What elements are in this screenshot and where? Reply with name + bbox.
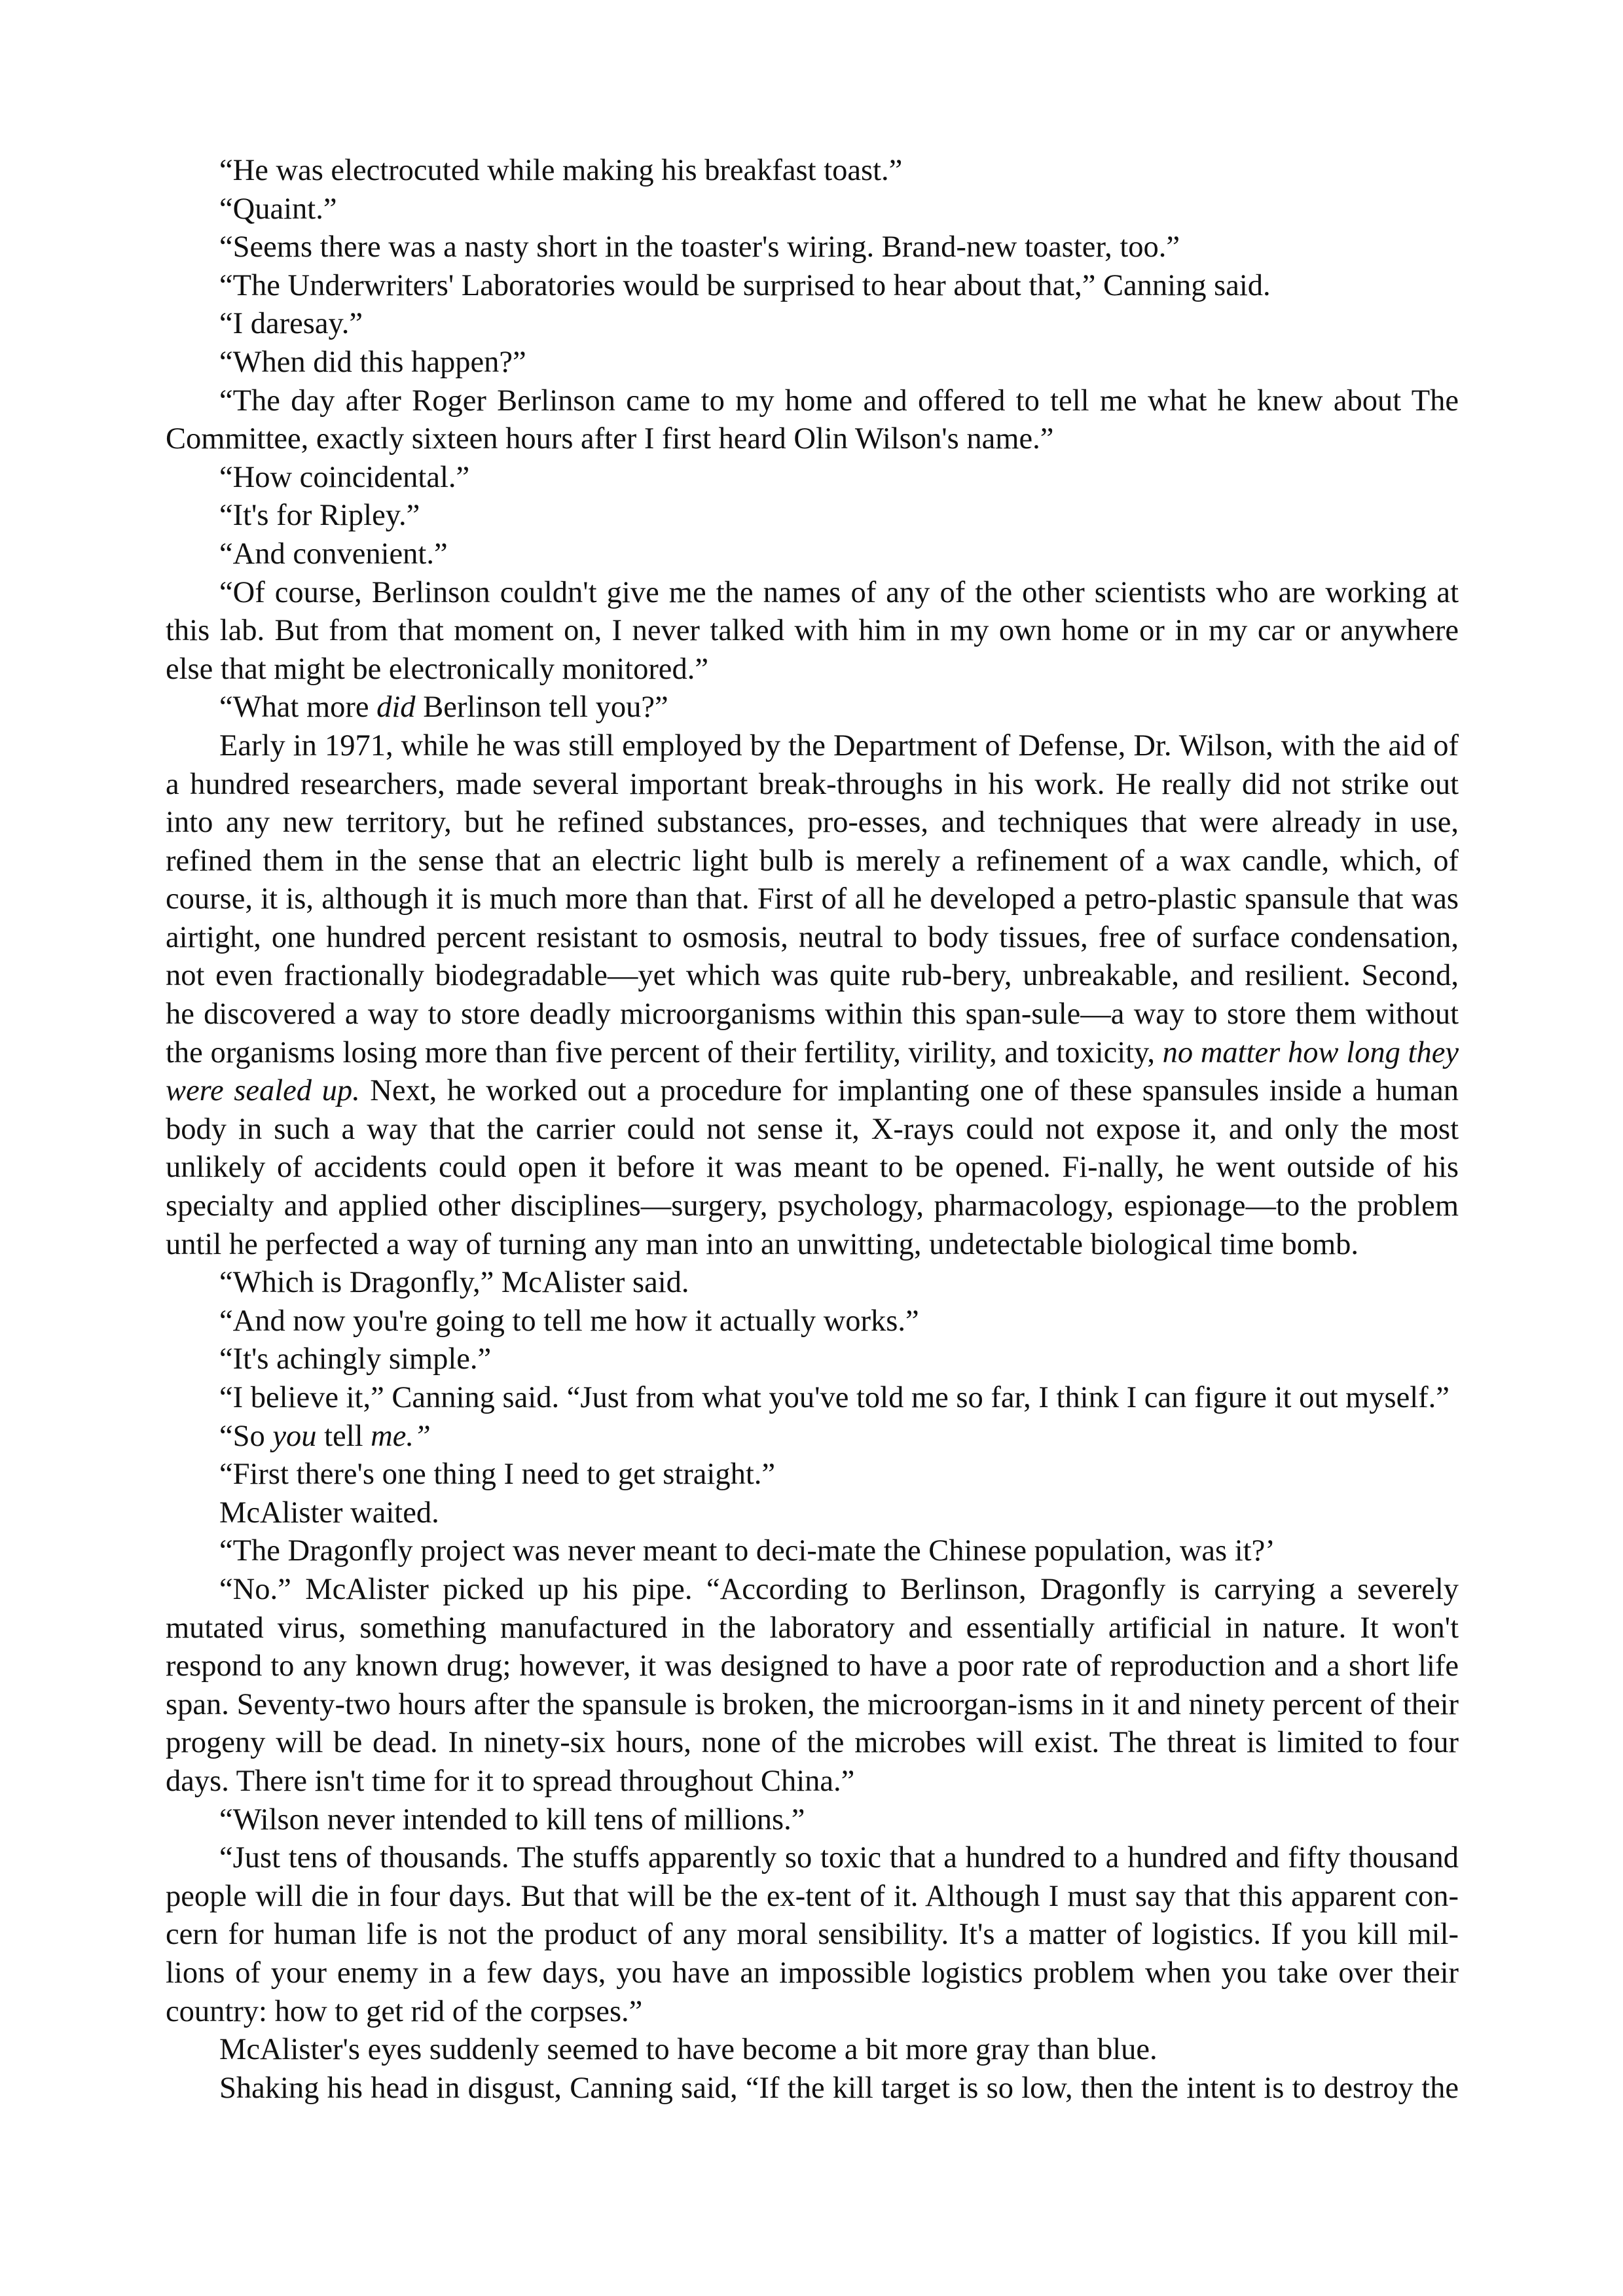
paragraph-5: “I daresay.” <box>219 307 363 341</box>
paragraph-6: “When did this happen?” <box>219 345 526 379</box>
paragraph-2: “Quaint.” <box>219 192 337 226</box>
paragraph-11: “Of course, Berlinson couldn't give me the names of any of the other scientists who are working at this lab. But from that moment on, I never talked with him in my own home or in my car or anywhere else that might be electronically monitored.” <box>166 575 1459 686</box>
paragraph-8: “How coincidental.” <box>219 460 470 494</box>
paragraph-19: “First there's one thing I need to get straight.” <box>219 1458 776 1492</box>
paragraph-16: “It's achingly simple.” <box>219 1342 492 1376</box>
paragraph-18-emphasis-me: me.” <box>371 1419 431 1453</box>
paragraph-18-emphasis-you: you <box>272 1419 317 1453</box>
paragraph-13 <box>166 727 1459 1264</box>
paragraph-20: McAlister waited. <box>219 1496 439 1530</box>
paragraph-18-part-a: “So <box>219 1419 273 1453</box>
paragraph-7: “The day after Roger Berlinson came to my home and offered to tell me what he knew about The Committee, exactly sixteen hours after I first heard Olin Wilson's name.” <box>166 384 1459 456</box>
body-text <box>166 152 1459 2108</box>
paragraph-23: “Wilson never intended to kill tens of millions.” <box>219 1803 805 1837</box>
paragraph-18-part-c: tell <box>316 1419 371 1453</box>
paragraph-18 <box>166 1418 1459 1456</box>
paragraph-21: “The Dragonfly project was never meant to deci-mate the Chinese population, was it?’ <box>219 1534 1275 1568</box>
paragraph-25: McAlister's eyes suddenly seemed to have become a bit more gray than blue. <box>219 2033 1158 2067</box>
paragraph-17: “I believe it,” Canning said. “Just from what you've told me so far, I think I can figure it out myself.” <box>219 1381 1450 1414</box>
paragraph-4: “The Underwriters' Laboratories would be surprised to hear about that,” Canning said. <box>219 268 1271 302</box>
paragraph-1: “He was electrocuted while making his breakfast toast.” <box>219 154 903 187</box>
paragraph-13-part-a: Early in 1971, while he was still employed by the Department of Defense, Dr. Wilson, with the aid of a hundred researchers, made several important break-throughs in his work. He really did not strike out into any new territory, but he refined substances, pro-esses, and techniques that were already in use, refined them in the sense that an electric light bulb is merely a refinement of a wax candle, which, of course, it is, although it is much more than that. First of all he developed a petro-plastic spansule that was airtight, one hundred percent resistant to osmosis, neutral to body tissues, free of surface condensation, not even fractionally biodegradable—yet which was quite rub-bery, unbreakable, and resilient. Second, he discovered a way to store deadly microorganisms within this span-sule—a way to store them without the organisms losing more than five percent of their fertility, virility, and toxicity, <box>166 728 1459 1069</box>
paragraph-3: “Seems there was a nasty short in the toaster's wiring. Brand-new toaster, too.” <box>219 230 1180 264</box>
paragraph-9: “It's for Ripley.” <box>219 499 420 533</box>
paragraph-12-part-c: Berlinson tell you?” <box>415 691 668 725</box>
paragraph-13-part-c: Next, he worked out a procedure for implanting one of these spansules inside a human body in such a way that the carrier could not sense it, X-rays could not expose it, and only the most unlikely of accidents could open it before it was meant to be opened. Fi-nally, he went outside of his specialty and applied other disciplines—surgery, psychology, pharmacology, espionage—to the problem until he perfected a way of turning any man into an unwitting, undetectable biological time bomb. <box>166 1074 1459 1261</box>
paragraph-26: Shaking his head in disgust, Canning said, “If the kill target is so low, then the intent is to destroy the <box>219 2071 1459 2105</box>
paragraph-12-part-a: “What more <box>219 691 377 725</box>
paragraph-14: “Which is Dragonfly,” McAlister said. <box>219 1266 689 1300</box>
paragraph-12 <box>166 689 1459 727</box>
paragraph-10: “And convenient.” <box>219 537 448 571</box>
paragraph-15: “And now you're going to tell me how it actually works.” <box>219 1304 919 1338</box>
paragraph-13-emphasis: no matter how long they were sealed up. <box>166 1035 1459 1108</box>
paragraph-24: “Just tens of thousands. The stuffs apparently so toxic that a hundred to a hundred and fifty thousand people will die in four days. But that will be the ex-tent of it. Although I must say that this apparent con-cern for human life is not the product of any moral sensibility. It's a matter of logistics. If you kill mil-lions of your enemy in a few days, you have an impossible logistics problem when you take over their country: how to get rid of the corpses.” <box>166 1841 1459 2028</box>
paragraph-12-emphasis: did <box>376 691 416 725</box>
paragraph-22: “No.” McAlister picked up his pipe. “According to Berlinson, Dragonfly is carrying a severely mutated virus, something manufactured in the laboratory and essentially artificial in nature. It won't respond to any known drug; however, it was designed to have a poor rate of reproduction and a short life span. Seventy-two hours after the spansule is broken, the microorgan-isms in it and ninety percent of their progeny will be dead. In ninety-six hours, none of the microbes will exist. The threat is limited to four days. There isn't time for it to spread throughout China.” <box>166 1572 1459 1798</box>
